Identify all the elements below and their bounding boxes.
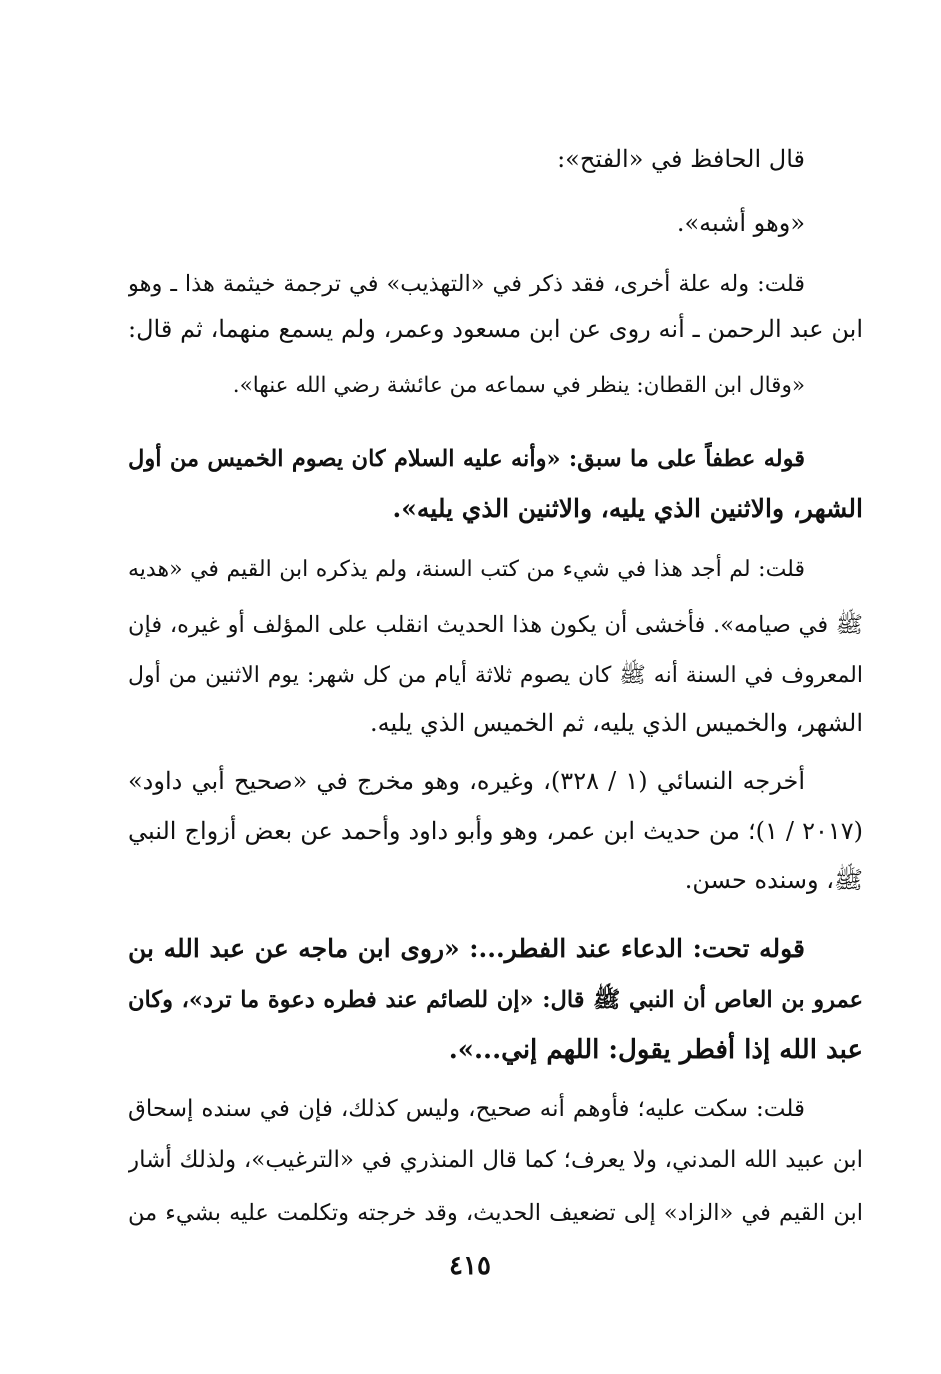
text-line: أخرجه النسائي (١ / ٣٢٨)، وغيره، وهو مخرج في «صحيح أبي داود» bbox=[128, 767, 805, 795]
text-line: قلت: لم أجد هذا في شيء من كتب السنة، ولم يذكره ابن القيم في «هديه bbox=[128, 557, 805, 582]
text-line: ﷺ في صيامه». فأخشى أن يكون هذا الحديث انقلب على المؤلف أو غيره، فإن bbox=[128, 612, 863, 638]
text-line: ابن عبد الرحمن ـ أنه روى عن ابن مسعود وعمر، ولم يسمع منهما، ثم قال: bbox=[128, 315, 863, 343]
text-line: (٢٠١٧ / ١)؛ من حديث ابن عمر، وهو وأبو داود وأحمد عن بعض أزواج النبي bbox=[128, 817, 863, 845]
bold-text-line: قوله عطفاً على ما سبق: «وأنه عليه السلام كان يصوم الخميس من أول bbox=[128, 446, 805, 472]
bold-text-line: عبد الله إذا أفطر يقول: اللهم إني...». bbox=[448, 1035, 863, 1065]
text-line: ﷺ، وسنده حسن. bbox=[684, 866, 863, 894]
bold-text-line: عمرو بن العاص أن النبي ﷺ قال: «إن للصائم عند فطره دعوة ما ترد»، وكان bbox=[128, 987, 863, 1013]
text-line: قال الحافظ في «الفتح»: bbox=[557, 145, 805, 173]
text-line: المعروف في السنة أنه ﷺ كان يصوم ثلاثة أيام من كل شهر: يوم الاثنين من أول bbox=[128, 663, 863, 688]
bold-text-line: الشهر، والاثنين الذي يليه، والاثنين الذي يليه». bbox=[392, 494, 863, 523]
text-line: ابن عبيد الله المدني، ولا يعرف؛ كما قال المنذري في «الترغيب»، ولذلك أشار bbox=[128, 1147, 863, 1173]
text-line: قلت: وله علة أخرى، فقد ذكر في «التهذيب» في ترجمة خيثمة هذا ـ وهو bbox=[128, 271, 805, 297]
text-line: قلت: سكت عليه؛ فأوهم أنه صحيح، وليس كذلك، فإن في سنده إسحاق bbox=[128, 1096, 805, 1122]
page-number: ٤١٥ bbox=[449, 1251, 491, 1281]
bold-text-line: قوله تحت: الدعاء عند الفطر...: «روى ابن ماجه عن عبد الله بن bbox=[128, 934, 805, 963]
text-line: «وهو أشبه». bbox=[676, 209, 805, 237]
text-line: الشهر، والخميس الذي يليه، ثم الخميس الذي يليه. bbox=[370, 709, 863, 737]
text-line: «وقال ابن القطان: ينظر في سماعه من عائشة رضي الله عنها». bbox=[232, 373, 805, 398]
text-line: ابن القيم في «الزاد» إلى تضعيف الحديث، وقد خرجته وتكلمت عليه بشيء من bbox=[128, 1200, 863, 1226]
